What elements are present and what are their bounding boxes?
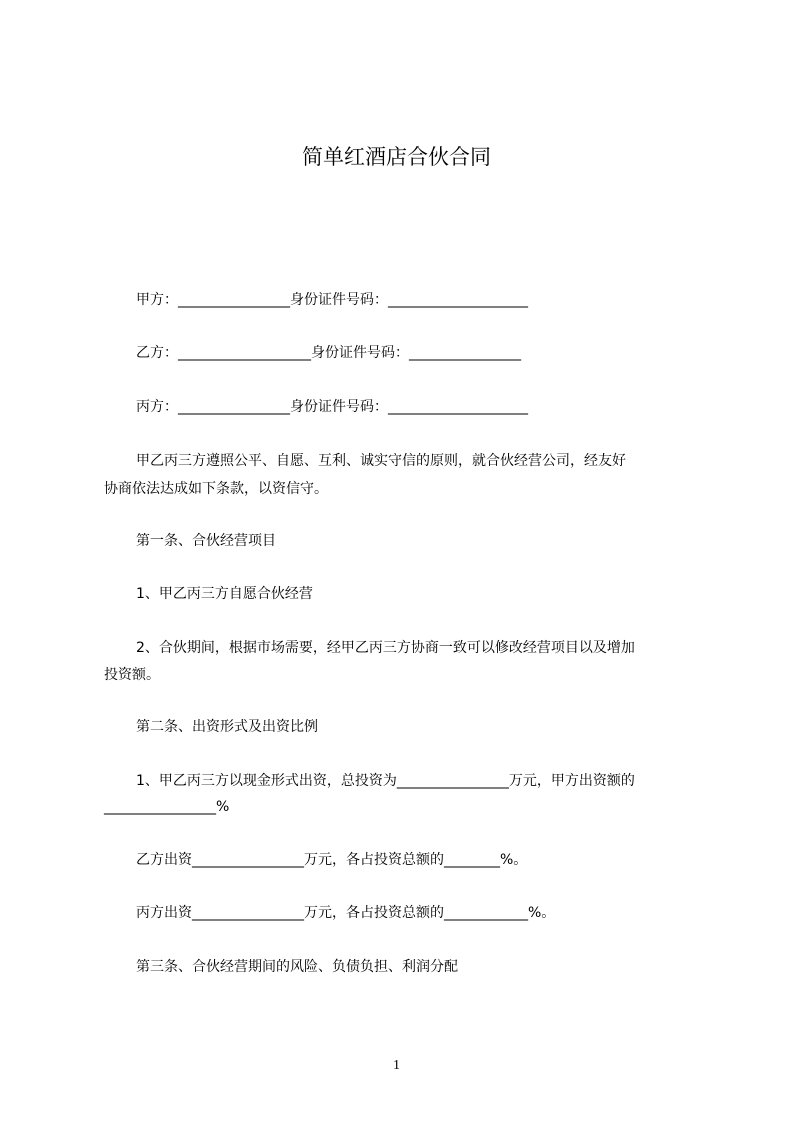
party-c-line: 丙方：________________身份证件号码：____________________	[136, 399, 528, 415]
party-b-line: 乙方：___________________身份证件号码：________________	[136, 345, 521, 361]
article-2-party-b-line: 乙方出资________________万元，各占投资总额的________%。	[136, 852, 528, 868]
article-2-item-1-line-1: 1、甲乙丙三方以现金形式出资，总投资为________________万元，甲方出资额的	[136, 773, 635, 789]
article-3-heading: 第三条、合伙经营期间的风险、负债负担、利润分配	[136, 959, 458, 975]
party-a-line: 甲方：________________身份证件号码：____________________	[136, 292, 528, 308]
page-number: 1	[393, 1058, 400, 1073]
article-1-heading: 第一条、合伙经营项目	[136, 533, 276, 549]
article-1-item-2-line-1: 2、合伙期间，根据市场需要，经甲乙丙三方协商一致可以修改经营项目以及增加	[136, 640, 635, 656]
page-title: 简单红酒店合伙合同	[302, 145, 491, 169]
article-1-item-1: 1、甲乙丙三方自愿合伙经营	[136, 586, 313, 602]
article-1-item-2-line-2: 投资额。	[104, 667, 160, 683]
article-2-party-c-line: 丙方出资________________万元，各占投资总额的____________%。	[136, 905, 556, 921]
article-2-item-1-line-2: ________________%	[104, 799, 230, 815]
preamble-line-2: 协商依法达成如下条款，以资信守。	[104, 481, 328, 497]
preamble-line-1: 甲乙丙三方遵照公平、自愿、互利、诚实守信的原则，就合伙经营公司，经友好	[136, 453, 626, 469]
article-2-heading: 第二条、出资形式及出资比例	[136, 719, 318, 735]
